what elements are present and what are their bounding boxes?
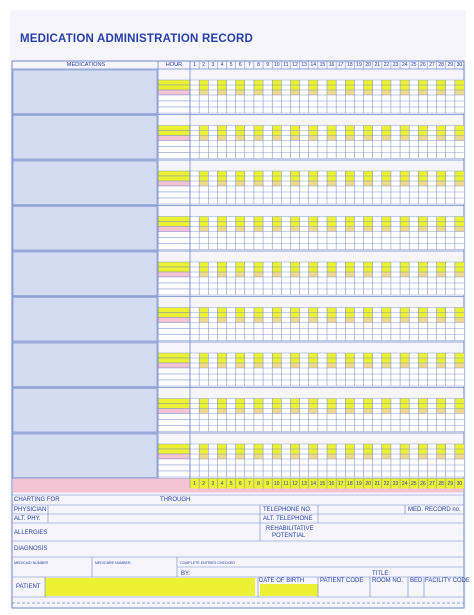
day-label-bottom: 1 [193,480,196,487]
day-label-top: 19 [356,62,362,68]
hour-cell [158,323,190,329]
title-label: TITLE: [372,571,391,577]
day-highlight-pink [217,181,226,186]
day-highlight-pink [418,227,427,232]
hour-cell [158,444,190,449]
medicare-number-label: MEDICARE NUMBER [95,561,131,565]
day-label-bottom: 11 [283,480,289,487]
hour-cell [158,272,190,277]
day-highlight-pink [254,454,263,459]
day-highlight-pink [290,227,299,232]
hour-cell [158,465,190,471]
day-highlight-pink [437,227,446,232]
day-highlight-pink [382,181,391,186]
hour-cell [158,414,190,420]
day-highlight-pink [199,454,208,459]
day-highlight-pink [455,181,464,186]
day-highlight-pink [236,454,245,459]
day-label-top: 28 [438,62,444,68]
day-highlight-pink [272,454,281,459]
hour-cell [158,380,190,386]
day-highlight-pink [309,227,318,232]
day-highlight-pink [437,363,446,368]
day-label-bottom: 3 [211,480,215,487]
day-highlight-pink [382,409,391,414]
day-highlight-pink [272,227,281,232]
day-highlight-pink [309,272,318,277]
day-label-top: 17 [337,62,344,68]
diagnosis-label: DIAGNOSIS [14,546,48,552]
hour-cell [158,232,190,238]
day-highlight-pink [217,90,226,95]
day-label-bottom: 17 [337,480,344,487]
day-highlight-pink [236,363,245,368]
day-highlight-pink [327,363,336,368]
day-highlight-pink [345,136,354,141]
day-label-top: 21 [374,62,380,68]
hour-cell [158,368,190,374]
day-highlight-pink [345,272,354,277]
day-highlight-pink [327,409,336,414]
day-highlight-pink [254,409,263,414]
day-highlight-pink [217,227,226,232]
day-label-top: 16 [328,62,335,68]
day-label-bottom: 15 [319,480,326,487]
hour-cell [158,471,190,477]
day-label-top: 29 [447,62,454,68]
day-highlight-pink [254,227,263,232]
day-highlight-pink [400,227,409,232]
day-highlight-pink [382,272,391,277]
day-highlight-pink [290,90,299,95]
day-highlight-pink [418,136,427,141]
hour-cell [158,153,190,159]
day-highlight-pink [327,272,336,277]
day-label-top: 1 [193,62,196,68]
day-highlight-pink [236,318,245,323]
hour-cell [158,289,190,295]
day-highlight-pink [199,272,208,277]
day-label-top: 6 [238,62,242,68]
date-of-birth-label: DATE OF BIRTH [259,578,305,584]
day-label-bottom: 22 [383,480,390,487]
day-highlight-pink [327,318,336,323]
telephone-label: TELEPHONE NO. [263,507,312,513]
hour-cell [158,238,190,244]
hour-cell [158,262,190,267]
day-highlight-pink [437,409,446,414]
day-highlight-pink [345,227,354,232]
by-label: BY: [181,571,191,577]
day-highlight-pink [400,454,409,459]
day-highlight-pink [217,136,226,141]
hour-cell [158,198,190,204]
day-highlight-pink [418,363,427,368]
day-highlight-pink [400,363,409,368]
day-label-bottom: 12 [292,480,298,487]
day-highlight-pink [199,136,208,141]
day-label-bottom: 23 [392,480,399,487]
day-highlight-pink [272,409,281,414]
hour-cell [158,222,190,227]
day-highlight-pink [236,272,245,277]
medication-cell [13,298,157,342]
hour-header: HOUR [165,62,183,68]
day-highlight-pink [327,90,336,95]
day-label-bottom: 7 [247,480,251,487]
day-highlight-pink [382,363,391,368]
day-highlight-pink [364,454,373,459]
day-highlight-pink [364,272,373,277]
hour-cell [158,399,190,404]
day-highlight-pink [272,318,281,323]
day-highlight-pink [400,136,409,141]
day-highlight-pink [290,272,299,277]
day-highlight-pink [254,181,263,186]
day-label-bottom: 30 [456,480,463,487]
day-highlight-pink [382,318,391,323]
hour-cell [158,277,190,283]
day-highlight-pink [418,318,427,323]
day-highlight-pink [345,409,354,414]
bottom-pink-strip [13,479,190,489]
day-label-bottom: 6 [238,480,242,487]
day-label-bottom: 26 [420,480,426,487]
allergies-label: ALLERGIES [14,530,48,536]
day-highlight-pink [455,227,464,232]
hour-cell [158,404,190,409]
day-highlight-pink [364,136,373,141]
day-highlight-pink [290,363,299,368]
hour-cell [158,217,190,222]
day-label-top: 20 [365,62,371,68]
day-highlight-pink [217,318,226,323]
day-highlight-pink [327,136,336,141]
day-highlight-pink [345,363,354,368]
hour-cell [158,363,190,368]
bed-label: BED [410,578,423,584]
medications-header: MEDICATIONS [66,62,106,68]
medication-cell [13,343,157,387]
hour-cell [158,141,190,147]
day-highlight-pink [272,90,281,95]
day-highlight-pink [327,454,336,459]
day-highlight-pink [400,409,409,414]
day-label-bottom: 10 [273,480,280,487]
medication-cell [13,389,157,433]
day-highlight-pink [217,272,226,277]
rehab-label-2: POTENTIAL [272,533,306,539]
day-highlight-pink [290,454,299,459]
day-highlight-pink [382,454,391,459]
hour-cell [158,358,190,363]
hour-cell [158,90,190,95]
day-highlight-pink [364,181,373,186]
day-highlight-pink [199,363,208,368]
day-highlight-pink [254,136,263,141]
day-highlight-pink [236,136,245,141]
alt-phy-label: ALT. PHY. [14,516,41,522]
hour-cell [158,426,190,432]
dob-field [260,584,318,596]
hour-cell [158,283,190,289]
day-highlight-pink [309,409,318,414]
day-highlight-pink [236,90,245,95]
day-highlight-pink [309,363,318,368]
day-highlight-pink [437,454,446,459]
day-label-top: 25 [410,62,417,68]
charting-for-label: CHARTING FOR [14,497,60,503]
hour-cell [158,147,190,153]
day-highlight-pink [254,90,263,95]
day-highlight-pink [217,409,226,414]
day-label-bottom: 14 [310,480,317,487]
day-highlight-pink [199,227,208,232]
day-highlight-pink [345,454,354,459]
day-highlight-pink [272,136,281,141]
day-highlight-pink [364,409,373,414]
day-label-top: 24 [401,62,408,68]
day-highlight-pink [254,272,263,277]
day-highlight-pink [309,90,318,95]
day-highlight-pink [364,363,373,368]
day-label-bottom: 19 [356,480,362,487]
day-label-bottom: 25 [410,480,417,487]
day-label-top: 22 [383,62,390,68]
complete-entries-label: COMPLETE ENTRIES CHECKED [180,561,235,565]
day-highlight-pink [327,181,336,186]
hour-cell [158,353,190,358]
day-label-top: 12 [292,62,298,68]
day-label-bottom: 5 [229,480,233,487]
day-highlight-pink [309,318,318,323]
day-highlight-pink [236,409,245,414]
room-no-label: ROOM NO. [372,578,403,584]
day-highlight-pink [418,272,427,277]
hour-cell [158,449,190,454]
day-highlight-pink [199,181,208,186]
day-highlight-pink [272,363,281,368]
day-highlight-pink [290,318,299,323]
hour-cell [158,95,190,101]
day-highlight-pink [290,409,299,414]
day-highlight-pink [437,318,446,323]
day-highlight-pink [437,136,446,141]
patient-code-label: PATIENT CODE [320,578,364,584]
medication-cell [13,252,157,296]
day-highlight-pink [254,363,263,368]
hour-cell [158,107,190,113]
day-highlight-pink [437,272,446,277]
hour-cell [158,318,190,323]
day-highlight-pink [345,90,354,95]
hour-cell [158,244,190,250]
hour-cell [158,227,190,232]
day-highlight-pink [400,318,409,323]
day-highlight-pink [418,90,427,95]
day-highlight-pink [345,318,354,323]
day-label-top: 13 [301,62,307,68]
hour-cell [158,85,190,90]
day-label-top: 26 [420,62,426,68]
hour-cell [158,459,190,465]
day-highlight-pink [345,181,354,186]
day-highlight-pink [400,272,409,277]
day-label-bottom: 8 [257,480,260,487]
day-label-bottom: 4 [220,480,224,487]
hour-cell [158,131,190,136]
day-highlight-pink [309,181,318,186]
day-label-top: 18 [347,62,353,68]
day-highlight-pink [364,227,373,232]
med-record-label: MED. RECORD no. [408,507,461,513]
physician-label: PHYSICIAN [14,507,47,513]
day-highlight-pink [455,363,464,368]
day-label-top: 2 [202,62,206,68]
hour-cell [158,181,190,186]
day-label-top: 30 [456,62,463,68]
day-highlight-pink [382,90,391,95]
day-highlight-pink [437,181,446,186]
day-label-top: 7 [247,62,251,68]
day-highlight-pink [199,409,208,414]
hour-cell [158,420,190,426]
medication-cell [13,116,157,160]
hour-cell [158,171,190,176]
day-highlight-pink [382,227,391,232]
day-label-bottom: 29 [447,480,454,487]
day-highlight-pink [290,136,299,141]
medication-cell [13,161,157,205]
medication-cell [13,434,157,478]
medication-cell [13,70,157,114]
hour-cell [158,329,190,335]
hour-cell [158,409,190,414]
facility-code-label: FACILITY CODE [425,578,470,584]
day-label-top: 9 [266,62,270,68]
day-highlight-pink [217,363,226,368]
alt-telephone-label: ALT. TELEPHONE [263,516,313,522]
day-highlight-pink [455,454,464,459]
day-highlight-pink [217,454,226,459]
hour-cell [158,308,190,313]
hour-cell [158,374,190,380]
day-highlight-pink [236,227,245,232]
day-highlight-pink [437,90,446,95]
bottom-pink-band [13,489,463,493]
medicaid-number-label: MEDICAID NUMBER [14,561,49,565]
hour-cell [158,192,190,198]
day-highlight-pink [418,409,427,414]
day-label-bottom: 13 [301,480,307,487]
day-label-bottom: 18 [347,480,353,487]
hour-cell [158,454,190,459]
day-label-bottom: 16 [328,480,335,487]
day-highlight-pink [455,318,464,323]
day-highlight-pink [418,454,427,459]
through-label: THROUGH [160,497,191,503]
day-label-top: 8 [257,62,260,68]
hour-cell [158,126,190,131]
day-highlight-pink [455,136,464,141]
day-highlight-pink [382,136,391,141]
day-label-top: 11 [283,62,289,68]
medication-cell [13,207,157,251]
hour-cell [158,335,190,341]
day-label-bottom: 27 [429,480,435,487]
rehab-label-1: REHABILITATIVE [266,526,314,532]
day-highlight-pink [364,90,373,95]
day-label-top: 15 [319,62,326,68]
day-highlight-pink [418,181,427,186]
patient-label: PATIENT [16,584,41,590]
day-highlight-pink [199,90,208,95]
day-highlight-pink [199,318,208,323]
day-label-top: 23 [392,62,399,68]
day-label-bottom: 21 [374,480,380,487]
day-highlight-pink [327,227,336,232]
day-highlight-pink [254,318,263,323]
day-label-top: 27 [429,62,435,68]
hour-cell [158,186,190,192]
day-highlight-pink [290,181,299,186]
hour-cell [158,176,190,181]
day-label-bottom: 28 [438,480,444,487]
hour-cell [158,136,190,141]
day-label-bottom: 9 [266,480,270,487]
day-highlight-pink [455,272,464,277]
day-highlight-pink [272,181,281,186]
day-label-top: 10 [273,62,280,68]
day-highlight-pink [236,181,245,186]
day-label-top: 4 [220,62,224,68]
hour-cell [158,101,190,107]
hour-cell [158,313,190,318]
day-label-bottom: 24 [401,480,408,487]
day-label-top: 5 [229,62,233,68]
patient-name-field [45,578,255,596]
day-highlight-pink [309,454,318,459]
day-highlight-pink [400,181,409,186]
day-highlight-pink [272,272,281,277]
hour-cell [158,267,190,272]
day-label-bottom: 2 [202,480,206,487]
day-highlight-pink [364,318,373,323]
day-highlight-pink [309,136,318,141]
day-label-top: 14 [310,62,317,68]
day-label-bottom: 20 [365,480,371,487]
day-highlight-pink [400,90,409,95]
form-title: MEDICATION ADMINISTRATION RECORD [20,33,253,45]
hour-cell [158,80,190,85]
day-highlight-pink [455,90,464,95]
day-highlight-pink [455,409,464,414]
day-label-top: 3 [211,62,215,68]
